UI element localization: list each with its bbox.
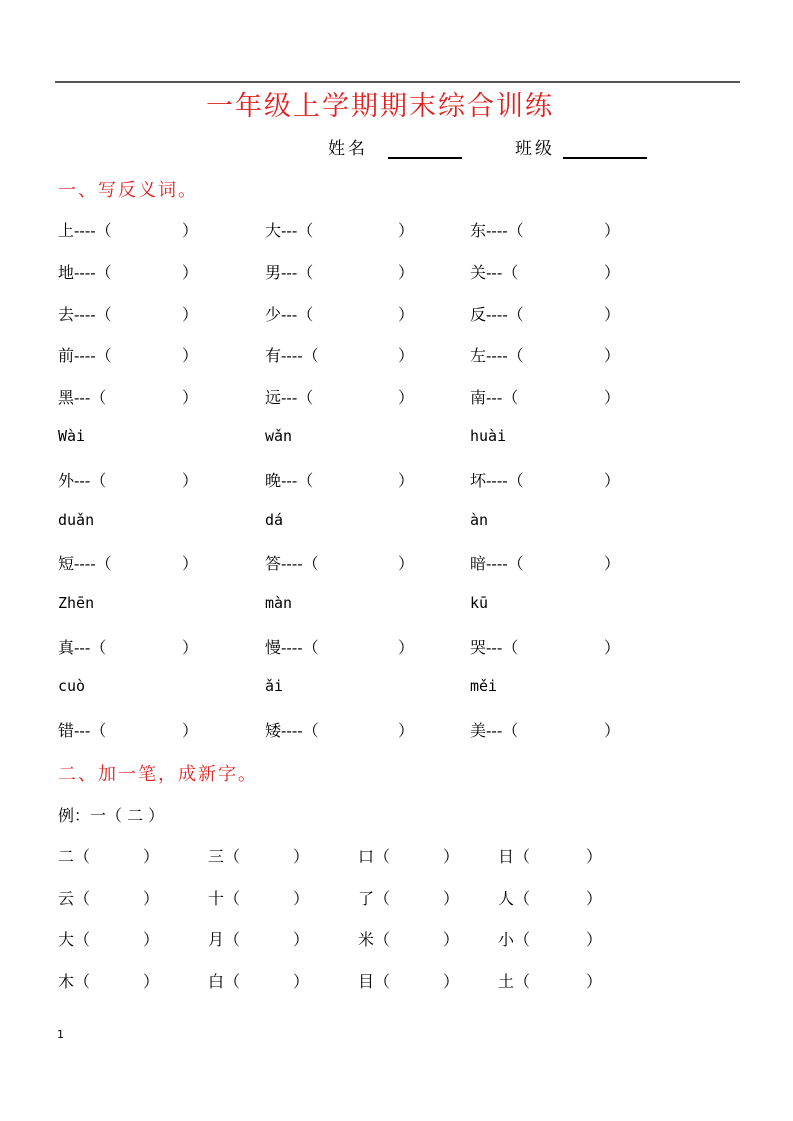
add-stroke-item [58, 927, 160, 950]
answer-paren[interactable]: ） [604, 721, 621, 740]
antonym-item [265, 551, 415, 574]
pinyin-label: cuò [58, 677, 86, 695]
add-stroke-item [498, 969, 603, 992]
antonym-item [470, 718, 621, 741]
antonym-item [470, 260, 621, 283]
base-char: 日（ [498, 847, 531, 866]
class-label: 班级 [515, 139, 555, 159]
antonym-char: 慢 [265, 638, 282, 657]
antonym-item [470, 468, 621, 491]
dash-line: ----（ [281, 638, 319, 657]
add-stroke-item [58, 886, 160, 909]
antonym-item [265, 468, 415, 491]
answer-paren[interactable]: ） [604, 638, 621, 657]
name-field [328, 134, 462, 159]
answer-paren[interactable]: ） [398, 305, 415, 324]
dash-line: ---（ [486, 388, 519, 407]
answer-paren[interactable]: ） [182, 221, 199, 240]
antonym-item [470, 551, 621, 574]
antonym-char: 哭 [470, 638, 487, 657]
antonym-item [265, 635, 415, 658]
answer-paren[interactable]: ） [182, 388, 199, 407]
answer-paren[interactable]: ） [398, 388, 415, 407]
dash-line: ----（ [74, 263, 112, 282]
antonym-char: 去 [58, 305, 75, 324]
antonym-item [470, 343, 621, 366]
answer-paren[interactable]: ） [604, 554, 621, 573]
antonym-item [470, 302, 621, 325]
add-stroke-item [58, 969, 160, 992]
dash-line: ----（ [281, 346, 319, 365]
antonym-char: 南 [470, 388, 487, 407]
antonym-char: 晚 [265, 471, 282, 490]
answer-paren[interactable]: ） [443, 930, 460, 949]
answer-paren[interactable]: ） [443, 972, 460, 991]
answer-paren[interactable]: ） [586, 847, 603, 866]
dash-line: ---（ [281, 221, 314, 240]
answer-paren[interactable]: ） [604, 346, 621, 365]
antonym-item [265, 302, 415, 325]
dash-line: ---（ [281, 388, 314, 407]
answer-paren[interactable]: ） [398, 721, 415, 740]
class-blank[interactable] [563, 139, 647, 159]
dash-line: ----（ [486, 305, 524, 324]
answer-paren[interactable]: ） [398, 471, 415, 490]
antonym-char: 左 [470, 346, 487, 365]
antonym-item [58, 635, 199, 658]
antonym-char: 真 [58, 638, 75, 657]
dash-line: ---（ [486, 638, 519, 657]
answer-paren[interactable]: ） [143, 930, 160, 949]
antonym-char: 坏 [470, 471, 487, 490]
antonym-char: 错 [58, 721, 75, 740]
antonym-item [470, 218, 621, 241]
answer-paren[interactable]: ） [586, 930, 603, 949]
antonym-item [58, 260, 199, 283]
name-label: 姓名 [328, 139, 368, 159]
base-char: 月（ [208, 930, 241, 949]
top-rule [55, 81, 740, 83]
pinyin-label: huài [470, 427, 507, 445]
antonym-item [58, 718, 199, 741]
antonym-item [470, 635, 621, 658]
pinyin-label: màn [265, 594, 293, 612]
pinyin-label: duǎn [58, 511, 95, 529]
antonym-char: 短 [58, 554, 75, 573]
dash-line: ----（ [486, 346, 524, 365]
dash-line: ---（ [74, 388, 107, 407]
add-stroke-item [358, 886, 460, 909]
antonym-item [58, 218, 199, 241]
antonym-char: 地 [58, 263, 75, 282]
dash-line: ---（ [74, 638, 107, 657]
answer-paren[interactable]: ） [604, 471, 621, 490]
dash-line: ---（ [281, 263, 314, 282]
add-stroke-item [208, 844, 310, 867]
antonym-char: 大 [265, 221, 282, 240]
base-char: 木（ [58, 972, 91, 991]
base-char: 目（ [358, 972, 391, 991]
add-stroke-item [358, 927, 460, 950]
dash-line: ---（ [281, 305, 314, 324]
answer-paren[interactable]: ） [182, 554, 199, 573]
base-char: 米（ [358, 930, 391, 949]
base-char: 云（ [58, 889, 91, 908]
antonym-char: 东 [470, 221, 487, 240]
dash-line: ---（ [486, 721, 519, 740]
answer-paren[interactable]: ） [182, 263, 199, 282]
antonym-item [265, 218, 415, 241]
pinyin-label: àn [470, 511, 489, 529]
example-line: 例：一（ 二 ） [58, 806, 165, 825]
answer-paren[interactable]: ） [398, 221, 415, 240]
base-char: 十（ [208, 889, 241, 908]
antonym-char: 答 [265, 554, 282, 573]
dash-line: ----（ [74, 221, 112, 240]
base-char: 小（ [498, 930, 531, 949]
add-stroke-item [208, 969, 310, 992]
dash-line: ----（ [486, 554, 524, 573]
dash-line: ----（ [74, 554, 112, 573]
page-number: 1 [57, 1028, 64, 1041]
pinyin-label: Zhēn [58, 594, 95, 612]
answer-paren[interactable]: ） [604, 388, 621, 407]
dash-line: ----（ [486, 471, 524, 490]
answer-paren[interactable]: ） [586, 972, 603, 991]
answer-paren[interactable]: ） [293, 930, 310, 949]
antonym-item [58, 343, 199, 366]
add-stroke-item [58, 844, 160, 867]
dash-line: ----（ [486, 221, 524, 240]
antonym-item [265, 260, 415, 283]
dash-line: ----（ [281, 554, 319, 573]
answer-paren[interactable]: ） [293, 889, 310, 908]
antonym-char: 少 [265, 305, 282, 324]
answer-paren[interactable]: ） [398, 263, 415, 282]
answer-paren[interactable]: ） [604, 305, 621, 324]
antonym-char: 美 [470, 721, 487, 740]
base-char: 人（ [498, 889, 531, 908]
dash-line: ----（ [74, 305, 112, 324]
dash-line: ---（ [486, 263, 519, 282]
answer-paren[interactable]: ） [143, 972, 160, 991]
base-char: 口（ [358, 847, 391, 866]
base-char: 白（ [208, 972, 241, 991]
answer-paren[interactable]: ） [398, 346, 415, 365]
answer-paren[interactable]: ） [182, 638, 199, 657]
add-stroke-item [498, 844, 603, 867]
antonym-item [470, 385, 621, 408]
base-char: 二（ [58, 847, 91, 866]
answer-paren[interactable]: ） [604, 221, 621, 240]
antonym-char: 男 [265, 263, 282, 282]
antonym-char: 关 [470, 263, 487, 282]
answer-paren[interactable]: ） [443, 889, 460, 908]
answer-paren[interactable]: ） [398, 554, 415, 573]
antonym-char: 反 [470, 305, 487, 324]
answer-paren[interactable]: ） [293, 847, 310, 866]
add-stroke-item [498, 886, 603, 909]
dash-line: ---（ [281, 471, 314, 490]
antonym-char: 上 [58, 221, 75, 240]
add-stroke-item [358, 969, 460, 992]
pinyin-label: kū [470, 594, 489, 612]
antonym-item [58, 468, 199, 491]
antonym-char: 黑 [58, 388, 75, 407]
pinyin-label: Wài [58, 427, 86, 445]
base-char: 土（ [498, 972, 531, 991]
antonym-item [58, 551, 199, 574]
answer-paren[interactable]: ） [293, 972, 310, 991]
page-title: 一年级上学期期末综合训练 [206, 91, 554, 122]
answer-paren[interactable]: ） [398, 638, 415, 657]
add-stroke-item [208, 927, 310, 950]
answer-paren[interactable]: ） [586, 889, 603, 908]
section1-heading: 一、写反义词。 [58, 180, 198, 201]
antonym-char: 前 [58, 346, 75, 365]
antonym-char: 远 [265, 388, 282, 407]
name-blank[interactable] [388, 139, 462, 159]
answer-paren[interactable]: ） [143, 847, 160, 866]
antonym-char: 外 [58, 471, 75, 490]
pinyin-label: dá [265, 511, 284, 529]
dash-line: ---（ [74, 471, 107, 490]
antonym-char: 暗 [470, 554, 487, 573]
add-stroke-item [208, 886, 310, 909]
dash-line: ----（ [281, 721, 319, 740]
pinyin-label: měi [470, 677, 498, 695]
answer-paren[interactable]: ） [182, 305, 199, 324]
antonym-char: 有 [265, 346, 282, 365]
add-stroke-item [358, 844, 460, 867]
dash-line: ---（ [74, 721, 107, 740]
add-stroke-item [498, 927, 603, 950]
pinyin-label: ǎi [265, 677, 284, 695]
base-char: 三（ [208, 847, 241, 866]
pinyin-label: wǎn [265, 427, 293, 445]
antonym-item [265, 718, 415, 741]
answer-paren[interactable]: ） [182, 471, 199, 490]
section2-heading: 二、加一笔，成新字。 [58, 764, 258, 785]
antonym-char: 矮 [265, 721, 282, 740]
answer-paren[interactable]: ） [604, 263, 621, 282]
base-char: 了（ [358, 889, 391, 908]
antonym-item [265, 343, 415, 366]
answer-paren[interactable]: ） [443, 847, 460, 866]
answer-paren[interactable]: ） [143, 889, 160, 908]
answer-paren[interactable]: ） [182, 346, 199, 365]
class-field [515, 134, 647, 159]
base-char: 大（ [58, 930, 91, 949]
answer-paren[interactable]: ） [182, 721, 199, 740]
antonym-item [265, 385, 415, 408]
antonym-item [58, 302, 199, 325]
dash-line: ----（ [74, 346, 112, 365]
antonym-item [58, 385, 199, 408]
